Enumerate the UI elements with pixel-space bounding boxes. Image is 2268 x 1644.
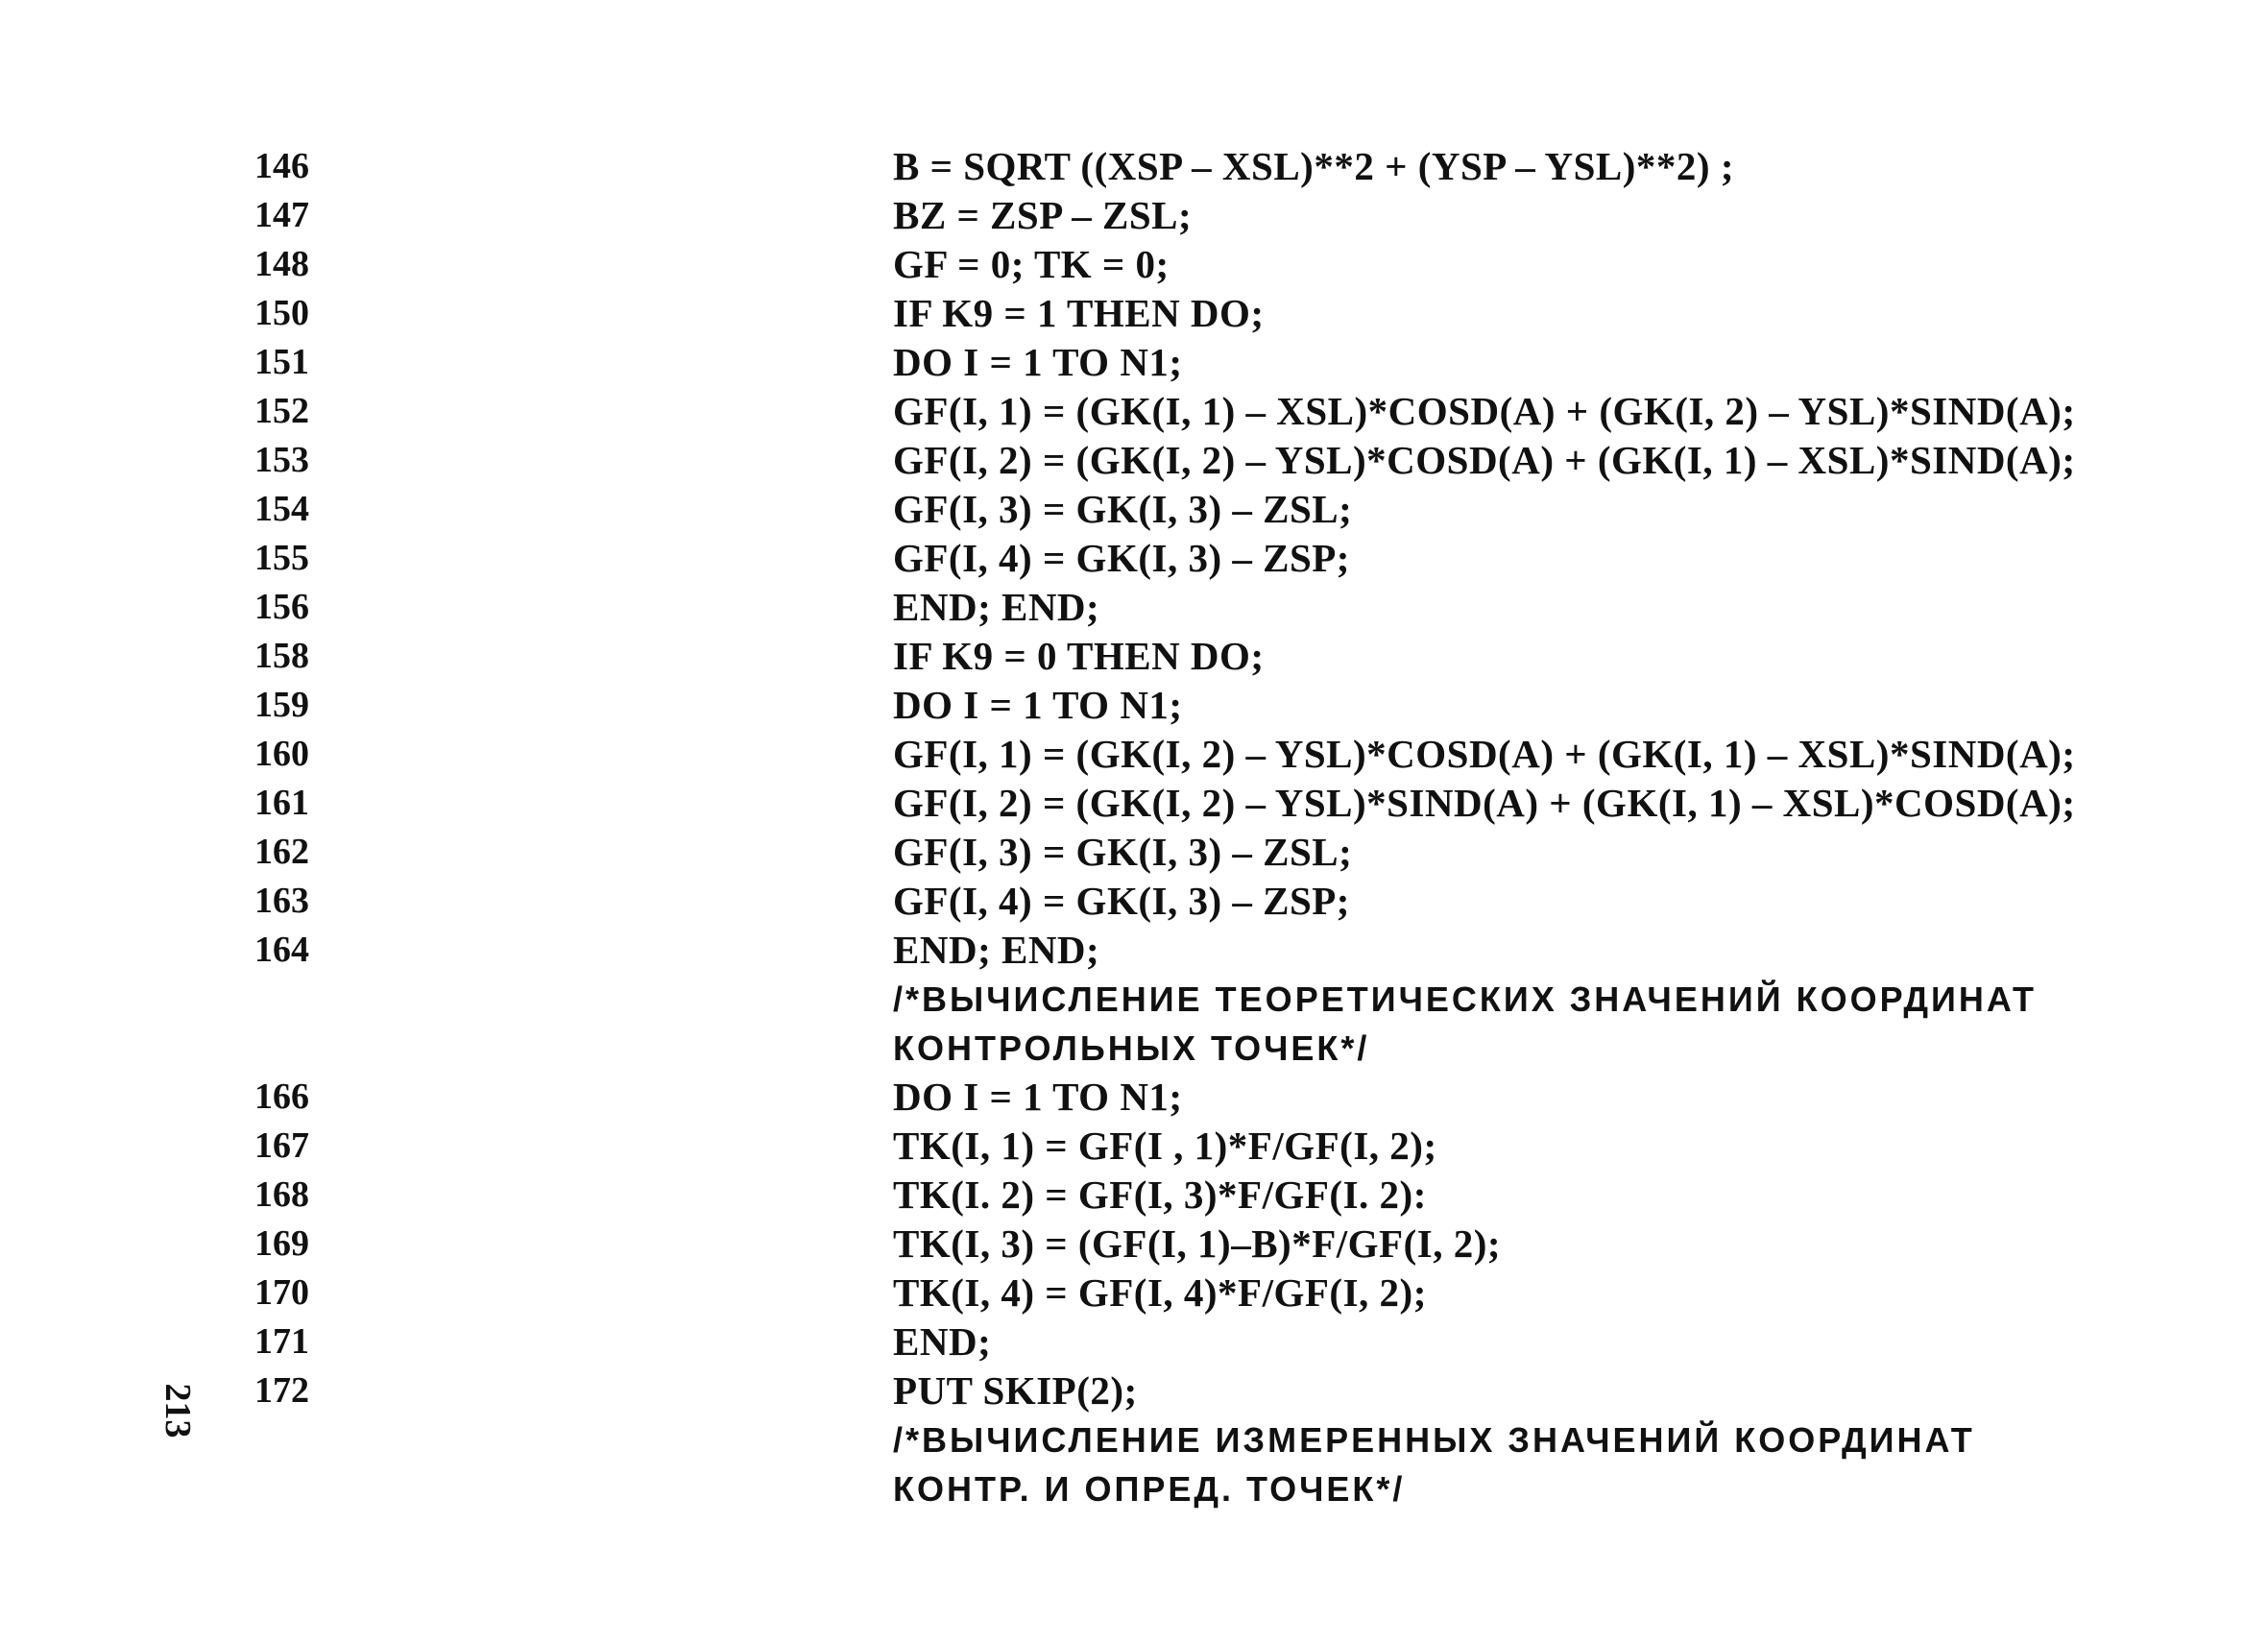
line-number: 160	[254, 734, 309, 774]
line-number: 152	[254, 391, 309, 431]
code-text: GF(I, 3) = GK(I, 3) – ZSL;	[893, 830, 1353, 874]
code-text: IF K9 = 0 THEN DO;	[893, 634, 1265, 678]
code-line	[0, 681, 2268, 730]
code-text: GF(I, 2) = (GK(I, 2) – YSL)*SIND(A) + (GK(I, 1) – XSL)*COSD(A);	[893, 781, 2076, 825]
line-number: 161	[254, 783, 309, 823]
code-line	[0, 1269, 2268, 1318]
line-number: 146	[254, 146, 309, 186]
code-text: GF(I, 1) = (GK(I, 1) – XSL)*COSD(A) + (GK(I, 2) – YSL)*SIND(A);	[893, 389, 2076, 433]
line-number: 147	[254, 195, 309, 235]
code-line	[0, 1318, 2268, 1366]
line-number: 167	[254, 1125, 309, 1166]
code-line	[0, 387, 2268, 436]
line-number: 158	[254, 636, 309, 676]
comment-line	[0, 1464, 2268, 1513]
line-number: 156	[254, 587, 309, 627]
page-number: 213	[157, 1383, 198, 1438]
code-line	[0, 436, 2268, 485]
code-line	[0, 534, 2268, 583]
code-line	[0, 142, 2268, 191]
code-text: GF(I, 2) = (GK(I, 2) – YSL)*COSD(A) + (GK(I, 1) – XSL)*SIND(A);	[893, 438, 2076, 482]
comment-text: КОНТР. И ОПРЕД. ТОЧЕК*/	[893, 1469, 1406, 1509]
code-text: TK(I, 3) = (GF(I, 1)–B)*F/GF(I, 2);	[893, 1221, 1502, 1266]
code-line	[0, 240, 2268, 289]
code-line	[0, 1366, 2268, 1415]
line-number: 169	[254, 1223, 309, 1264]
comment-text: /*ВЫЧИСЛЕНИЕ ИЗМЕРЕННЫХ ЗНАЧЕНИЙ КООРДИНАТ	[893, 1420, 1975, 1460]
line-number: 162	[254, 832, 309, 872]
code-text: IF K9 = 1 THEN DO;	[893, 291, 1265, 335]
code-text: TK(I. 2) = GF(I, 3)*F/GF(I. 2):	[893, 1173, 1427, 1217]
code-line	[0, 632, 2268, 681]
code-text: DO I = 1 TO N1;	[893, 1075, 1183, 1119]
code-text: GF(I, 4) = GK(I, 3) – ZSP;	[893, 879, 1350, 923]
code-line	[0, 828, 2268, 877]
code-text: PUT SKIP(2);	[893, 1368, 1138, 1413]
line-number: 163	[254, 881, 309, 921]
code-text: GF(I, 1) = (GK(I, 2) – YSL)*COSD(A) + (GK(I, 1) – XSL)*SIND(A);	[893, 732, 2076, 776]
code-text: TK(I, 4) = GF(I, 4)*F/GF(I, 2);	[893, 1270, 1427, 1315]
code-text: END;	[893, 1319, 992, 1364]
comment-text: /*ВЫЧИСЛЕНИЕ ТЕОРЕТИЧЕСКИХ ЗНАЧЕНИЙ КООРДИНАТ	[893, 979, 2038, 1019]
code-line	[0, 289, 2268, 338]
code-line	[0, 485, 2268, 534]
line-number: 164	[254, 930, 309, 970]
code-line	[0, 779, 2268, 828]
code-text: END; END;	[893, 585, 1100, 629]
code-line	[0, 1122, 2268, 1171]
line-number: 150	[254, 293, 309, 333]
line-number: 170	[254, 1272, 309, 1313]
code-text: GF(I, 4) = GK(I, 3) – ZSP;	[893, 536, 1350, 580]
code-text: GF = 0; TK = 0;	[893, 242, 1170, 286]
code-line	[0, 1220, 2268, 1269]
code-text: DO I = 1 TO N1;	[893, 340, 1183, 384]
comment-text: КОНТРОЛЬНЫХ ТОЧЕК*/	[893, 1028, 1370, 1068]
comment-line	[0, 975, 2268, 1024]
code-text: DO I = 1 TO N1;	[893, 683, 1183, 727]
line-number: 155	[254, 538, 309, 578]
code-line	[0, 1171, 2268, 1220]
line-number: 148	[254, 244, 309, 284]
code-text: BZ = ZSP – ZSL;	[893, 193, 1193, 237]
line-number: 154	[254, 489, 309, 529]
code-text: TK(I, 1) = GF(I , 1)*F/GF(I, 2);	[893, 1124, 1437, 1168]
code-line	[0, 730, 2268, 779]
code-line	[0, 338, 2268, 387]
line-number: 153	[254, 440, 309, 480]
code-text: GF(I, 3) = GK(I, 3) – ZSL;	[893, 487, 1353, 531]
comment-line	[0, 1415, 2268, 1464]
line-number: 159	[254, 685, 309, 725]
line-number: 168	[254, 1174, 309, 1215]
code-line	[0, 926, 2268, 975]
line-number: 172	[254, 1370, 309, 1411]
code-text: END; END;	[893, 928, 1100, 972]
code-listing	[0, 142, 2268, 1513]
line-number: 166	[254, 1076, 309, 1117]
code-line	[0, 583, 2268, 632]
code-line	[0, 191, 2268, 240]
code-line	[0, 877, 2268, 926]
comment-line	[0, 1024, 2268, 1073]
line-number: 171	[254, 1321, 309, 1362]
code-line	[0, 1073, 2268, 1122]
line-number: 151	[254, 342, 309, 382]
code-text: B = SQRT ((XSP – XSL)**2 + (YSP – YSL)**2) ;	[893, 144, 1734, 188]
